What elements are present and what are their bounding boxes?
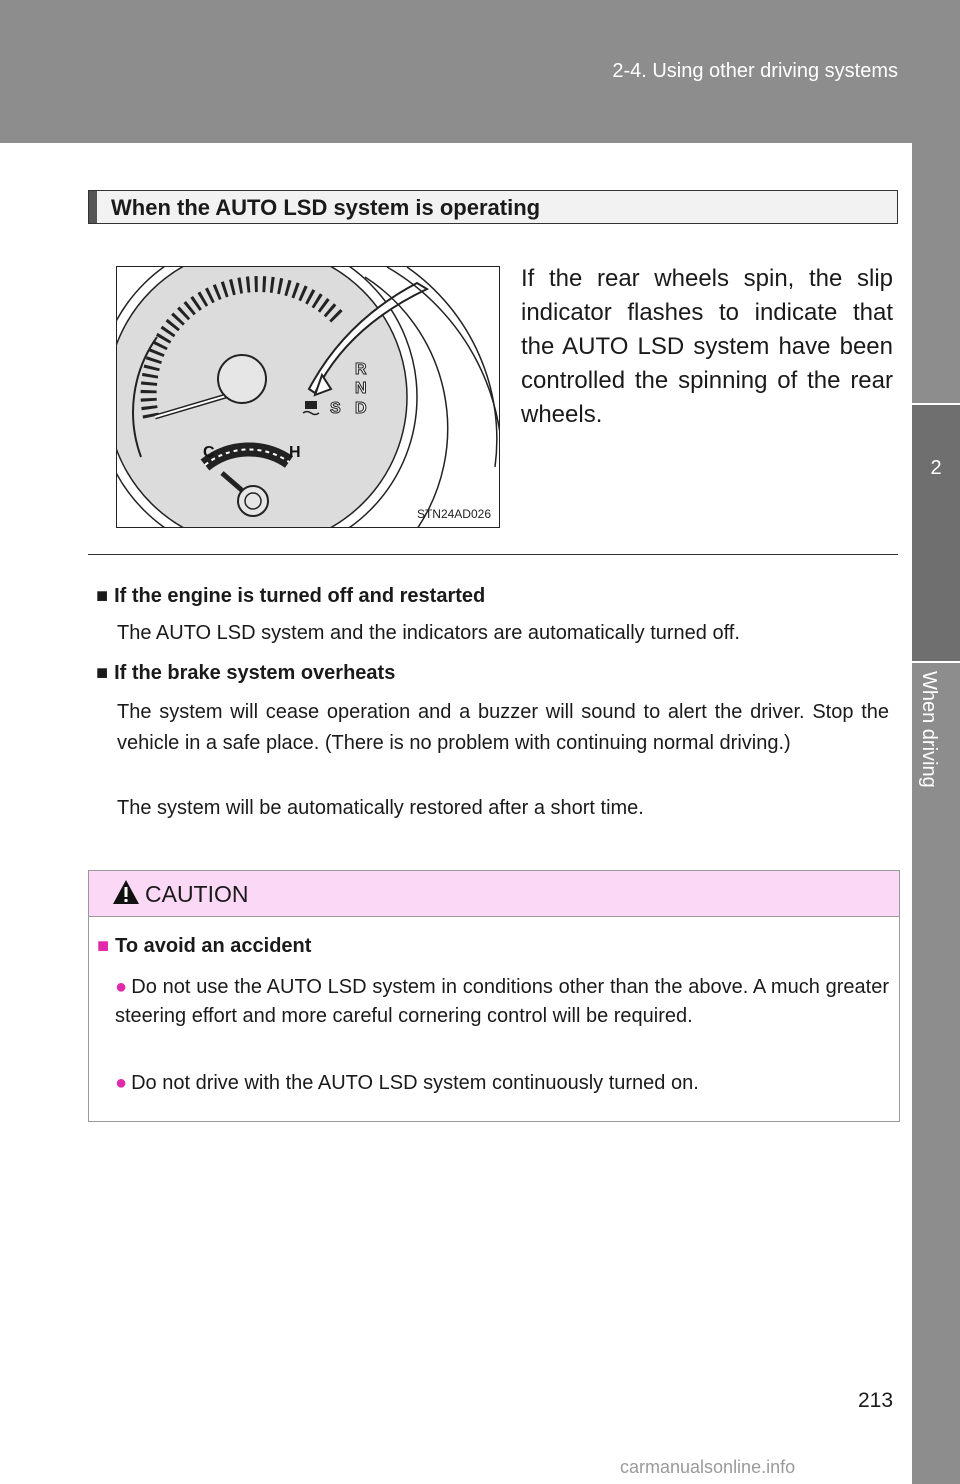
section-title: When the AUTO LSD system is operating bbox=[111, 195, 541, 220]
chapter-side-tab bbox=[912, 143, 960, 1484]
gauge-cold-label: C bbox=[203, 444, 215, 461]
note-body-restored: The system will be automatically restored after a short time. bbox=[117, 797, 644, 819]
note-body-overheat: The system will cease operation and a buzzer will sound to alert the driver. Stop the vehicle in a safe place. (There is no problem with continuing normal driving.) bbox=[117, 701, 889, 754]
chapter-number-block bbox=[912, 403, 960, 663]
note-heading-text: If the engine is turned off and restarted bbox=[114, 585, 486, 607]
intro-paragraph: If the rear wheels spin, the slip indicator flashes to indicate that the AUTO LSD system have been controlled the spinning of the rear wheels. bbox=[521, 265, 893, 428]
note-heading-text: If the brake system overheats bbox=[114, 662, 396, 684]
gear-d-label: D bbox=[355, 400, 367, 417]
page-header bbox=[0, 0, 960, 143]
square-bullet-icon: ■ bbox=[97, 935, 110, 957]
caution-subheading bbox=[97, 935, 311, 958]
gauge-hot-label: H bbox=[289, 444, 301, 461]
caution-bullet-text: Do not use the AUTO LSD system in conditions other than the above. A much greater steering effort and more careful cornering control will be required. bbox=[115, 976, 889, 1027]
chapter-label: When driving bbox=[918, 671, 940, 788]
figure-caption: STN24AD026 bbox=[416, 507, 491, 521]
caution-bullet bbox=[115, 1069, 889, 1098]
caution-title: CAUTION bbox=[145, 881, 249, 907]
square-bullet-icon: ■ bbox=[96, 662, 109, 684]
gauge-drawing bbox=[117, 267, 500, 528]
note-body-restart: The AUTO LSD system and the indicators are automatically turned off. bbox=[117, 622, 740, 644]
section-divider bbox=[88, 554, 898, 555]
circle-bullet-icon: ● bbox=[115, 976, 128, 998]
gauge-illustration bbox=[116, 266, 500, 528]
page-number: 213 bbox=[858, 1389, 894, 1412]
watermark: carmanualsonline.info bbox=[620, 1457, 796, 1477]
note-heading-overheat bbox=[96, 662, 395, 685]
section-header-title: 2-4. Using other driving systems bbox=[612, 60, 898, 82]
square-bullet-icon: ■ bbox=[96, 585, 109, 607]
chapter-number: 2 bbox=[930, 457, 942, 479]
circle-bullet-icon: ● bbox=[115, 1072, 128, 1094]
warning-triangle-icon bbox=[112, 879, 140, 905]
caution-header bbox=[89, 871, 899, 917]
note-heading-restart bbox=[96, 585, 485, 608]
caution-box bbox=[88, 870, 900, 1122]
caution-bullet bbox=[115, 973, 889, 1031]
gear-n-label: N bbox=[355, 380, 367, 397]
caution-subheading-text: To avoid an accident bbox=[115, 935, 312, 957]
mode-s-label: S bbox=[330, 400, 341, 417]
gear-r-label: R bbox=[355, 361, 367, 378]
section-title-box bbox=[88, 190, 898, 224]
caution-bullet-text: Do not drive with the AUTO LSD system continuously turned on. bbox=[131, 1072, 699, 1094]
section-title-bar bbox=[89, 191, 97, 223]
